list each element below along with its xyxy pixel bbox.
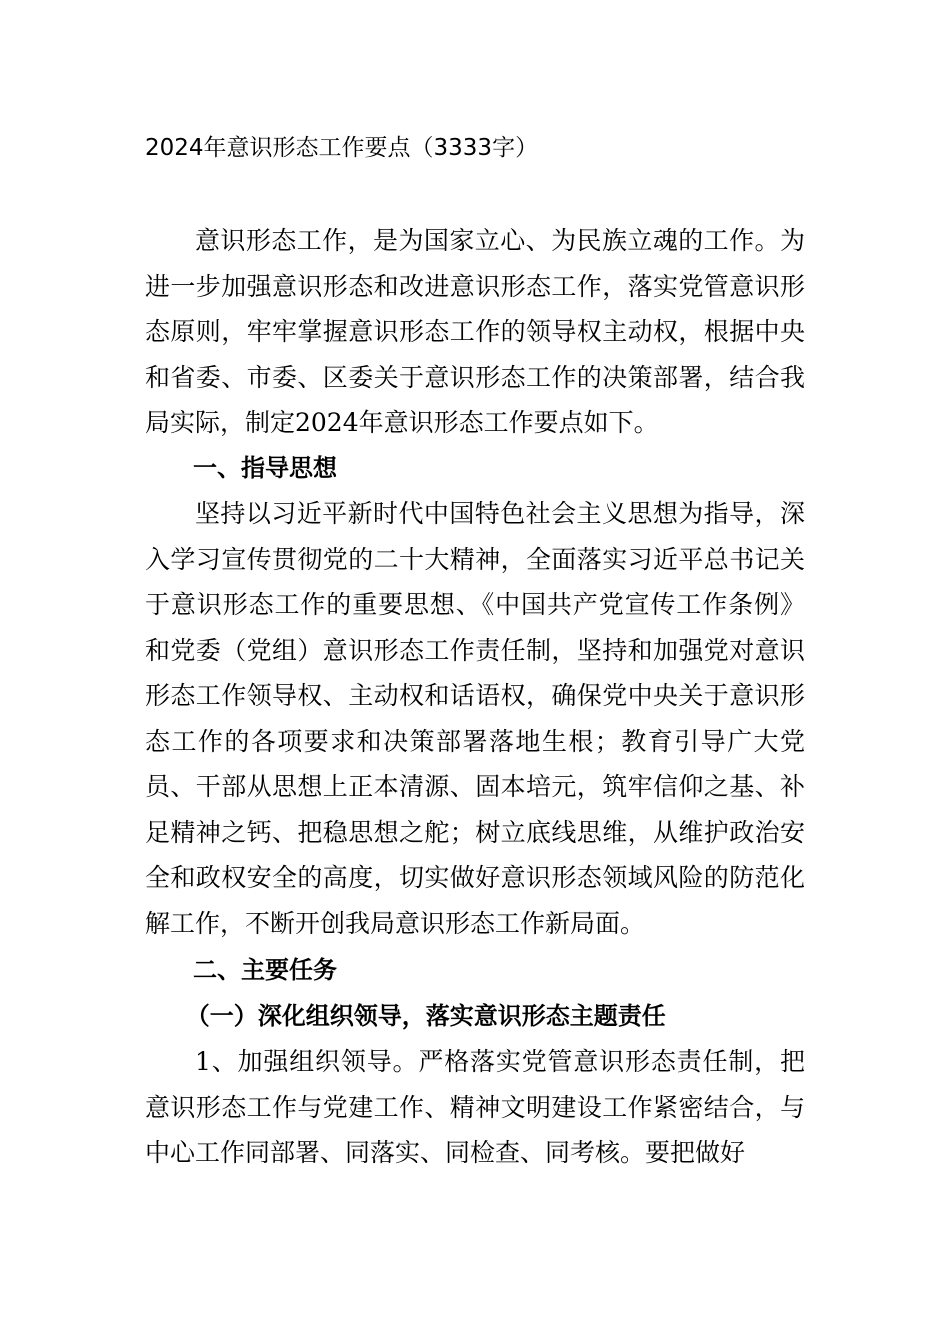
document-title: 2024年意识形态工作要点（3333字） xyxy=(145,135,539,161)
intro-paragraph: 意识形态工作，是为国家立心、为民族立魂的工作。为进一步加强意识形态和改进意识形态工作，落实党管意识形态原则，牢牢掌握意识形态工作的领导权主动权，根据中央和省委、市委、区委关于意识形态工作的决策部署，结合我局实际，制定2024年意识形态工作要点如下。 xyxy=(145,226,805,437)
section-heading-main-tasks: 二、主要任务 xyxy=(193,956,337,984)
guiding-ideology-paragraph: 坚持以习近平新时代中国特色社会主义思想为指导，深入学习宣传贯彻党的二十大精神，全面落实习近平总书记关于意识形态工作的重要思想、《中国共产党宣传工作条例》和党委（党组）意识形态工作责任制，坚持和加强党对意识形态工作领导权、主动权和话语权，确保党中央关于意识形态工作的各项要求和决策部署落地生根；教育引导广大党员、干部从思想上正本清源、固本培元，筑牢信仰之基、补足精神之钙、把稳思想之舵；树立底线思维，从维护政治安全和政权安全的高度，切实做好意识形态领域风险的防范化解工作，不断开创我局意识形态工作新局面。 xyxy=(145,499,805,938)
organization-paragraph: 1、加强组织领导。严格落实党管意识形态责任制，把意识形态工作与党建工作、精神文明建设工作紧密结合，与中心工作同部署、同落实、同检查、同考核。要把做好 xyxy=(145,1047,805,1167)
subsection-heading-organization: （一）深化组织领导，落实意识形态主题责任 xyxy=(185,1001,666,1030)
section-heading-guiding-ideology: 一、指导思想 xyxy=(193,453,337,482)
document-body xyxy=(145,218,805,1176)
